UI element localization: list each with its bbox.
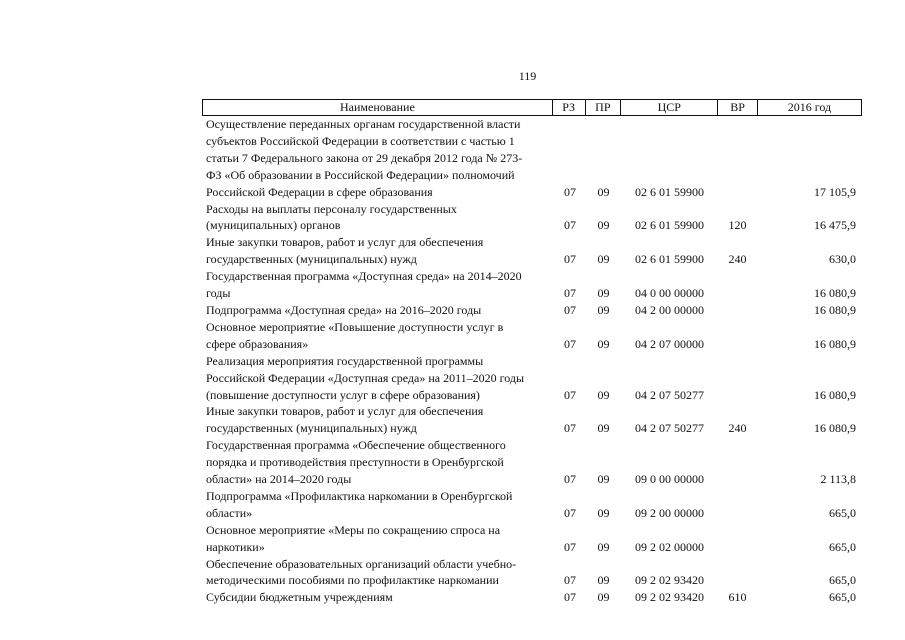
row-name-line: Основное мероприятие «Повышение доступности услуг в <box>206 319 504 334</box>
table-row <box>202 319 862 353</box>
row-csr: 04 2 07 50277 <box>635 421 704 436</box>
row-name <box>202 268 554 302</box>
table-row <box>202 116 862 201</box>
row-name <box>202 488 554 522</box>
row-rz: 07 <box>564 387 576 402</box>
row-name-line: Российской Федерации «Доступная среда» на 2011–2020 годы <box>206 370 525 385</box>
row-name-line: порядка и противодействия преступности в Оренбургской <box>206 455 504 470</box>
row-name-line: (повышение доступности услуг в сфере образования) <box>206 387 480 402</box>
row-rz: 07 <box>564 286 576 301</box>
row-name <box>202 589 554 606</box>
table-row <box>202 234 862 268</box>
table-row <box>202 437 862 488</box>
row-vr: 120 <box>728 218 747 233</box>
table-header <box>202 99 862 116</box>
row-name-line: Подпрограмма «Доступная среда» на 2016–2020 годы <box>206 302 482 317</box>
row-pr: 09 <box>597 252 610 267</box>
row-sum: 665,0 <box>829 573 856 588</box>
row-rz: 07 <box>564 472 576 487</box>
row-name-line: Российской Федерации в сфере образования <box>206 184 433 199</box>
row-name <box>202 319 554 353</box>
row-csr: 02 6 01 59900 <box>635 184 704 199</box>
budget-table <box>202 99 862 606</box>
row-name <box>202 556 554 590</box>
row-rz: 07 <box>564 302 576 317</box>
row-pr: 09 <box>597 590 610 605</box>
row-name-line: Осуществление переданных органам государственной власти <box>206 117 521 131</box>
row-sum: 16 475,9 <box>814 218 856 233</box>
row-sum: 630,0 <box>829 252 856 267</box>
row-csr: 09 0 00 00000 <box>635 472 704 487</box>
row-pr: 09 <box>597 286 610 301</box>
row-pr: 09 <box>597 539 610 554</box>
row-csr: 09 2 02 93420 <box>635 590 704 605</box>
row-rz: 07 <box>564 421 576 436</box>
row-sum: 2 113,8 <box>820 472 856 487</box>
row-name-line: Основное мероприятие «Меры по сокращению спроса на <box>206 522 501 537</box>
header-csr: ЦСР <box>620 100 717 115</box>
header-vr: ВР <box>717 100 757 115</box>
header-sum: 2016 год <box>757 100 861 115</box>
row-name <box>202 353 554 404</box>
row-pr: 09 <box>597 573 610 588</box>
row-name-line: наркотики» <box>206 539 265 554</box>
row-rz: 07 <box>564 505 576 520</box>
table-body <box>202 116 862 606</box>
header-name: Наименование <box>340 100 415 114</box>
row-csr: 02 6 01 59900 <box>635 252 704 267</box>
row-name-line: государственных (муниципальных) нужд <box>206 252 417 267</box>
row-csr: 04 0 00 00000 <box>635 286 704 301</box>
row-name-line: статьи 7 Федерального закона от 29 декабря 2012 года № 273- <box>206 150 523 165</box>
row-csr: 04 2 07 50277 <box>635 387 704 402</box>
row-name-line: (муниципальных) органов <box>206 218 341 233</box>
row-name-line: Реализация мероприятия государственной программы <box>206 353 484 368</box>
row-pr: 09 <box>597 472 610 487</box>
row-pr: 09 <box>597 184 610 199</box>
row-name-line: Субсидии бюджетным учреждениям <box>206 590 393 605</box>
table-row <box>202 268 862 302</box>
table-row <box>202 353 862 404</box>
row-name <box>202 403 554 437</box>
row-name <box>202 116 554 201</box>
table-row <box>202 302 862 319</box>
row-rz: 07 <box>564 336 576 351</box>
row-csr: 09 2 00 00000 <box>635 505 704 520</box>
row-csr: 09 2 02 00000 <box>635 539 704 554</box>
row-name <box>202 234 554 268</box>
row-name-line: Иные закупки товаров, работ и услуг для обеспечения <box>206 404 484 419</box>
row-rz: 07 <box>564 218 576 233</box>
row-name-line: ФЗ «Об образовании в Российской Федерации» полномочий <box>206 167 515 182</box>
row-name-line: методическими пособиями по профилактике наркомании <box>206 573 499 588</box>
row-vr: 610 <box>728 590 747 605</box>
row-rz: 07 <box>564 539 576 554</box>
table-row <box>202 556 862 590</box>
row-name-line: Государственная программа «Обеспечение общественного <box>206 438 506 453</box>
row-name-line: Обеспечение образовательных организаций области учебно- <box>206 556 517 571</box>
row-name-line: государственных (муниципальных) нужд <box>206 421 417 436</box>
row-name-line: годы <box>206 286 231 301</box>
row-sum: 16 080,9 <box>814 302 856 317</box>
row-sum: 665,0 <box>829 505 856 520</box>
row-vr: 240 <box>728 421 747 436</box>
row-name <box>202 522 554 556</box>
row-csr: 02 6 01 59900 <box>635 218 704 233</box>
table-row <box>202 488 862 522</box>
row-name-line: Расходы на выплаты персоналу государственных <box>206 201 457 216</box>
row-name <box>202 201 554 235</box>
row-name-line: Подпрограмма «Профилактика наркомании в Оренбургской <box>206 488 513 503</box>
row-sum: 665,0 <box>829 590 856 605</box>
row-pr: 09 <box>597 421 610 436</box>
row-rz: 07 <box>564 184 576 199</box>
row-rz: 07 <box>564 590 576 605</box>
row-pr: 09 <box>597 302 610 317</box>
row-sum: 16 080,9 <box>814 336 856 351</box>
table-row <box>202 403 862 437</box>
row-name <box>202 302 554 319</box>
row-name-line: области» на 2014–2020 годы <box>206 472 352 487</box>
header-rz: РЗ <box>552 100 585 115</box>
row-sum: 16 080,9 <box>814 387 856 402</box>
page-number: 119 <box>518 69 537 83</box>
row-pr: 09 <box>597 387 610 402</box>
table-row <box>202 201 862 235</box>
row-name-line: Иные закупки товаров, работ и услуг для обеспечения <box>206 235 484 250</box>
row-rz: 07 <box>564 252 576 267</box>
row-rz: 07 <box>564 573 576 588</box>
row-name <box>202 437 554 488</box>
row-sum: 16 080,9 <box>814 421 856 436</box>
row-name-line: области» <box>206 505 253 520</box>
row-csr: 04 2 07 00000 <box>635 336 704 351</box>
row-csr: 09 2 02 93420 <box>635 573 704 588</box>
row-name-line: сфере образования» <box>206 336 309 351</box>
row-pr: 09 <box>597 336 610 351</box>
row-csr: 04 2 00 00000 <box>635 302 704 317</box>
row-vr: 240 <box>728 252 747 267</box>
row-sum: 16 080,9 <box>814 286 856 301</box>
row-name-line: Государственная программа «Доступная среда» на 2014–2020 <box>206 269 522 284</box>
row-name-line: субъектов Российской Федерации в соответствии с частью 1 <box>206 133 515 148</box>
table-row <box>202 522 862 556</box>
table-row <box>202 589 862 606</box>
row-pr: 09 <box>597 218 610 233</box>
row-sum: 17 105,9 <box>814 184 856 199</box>
row-pr: 09 <box>597 505 610 520</box>
row-sum: 665,0 <box>829 539 856 554</box>
header-pr: ПР <box>585 100 621 115</box>
